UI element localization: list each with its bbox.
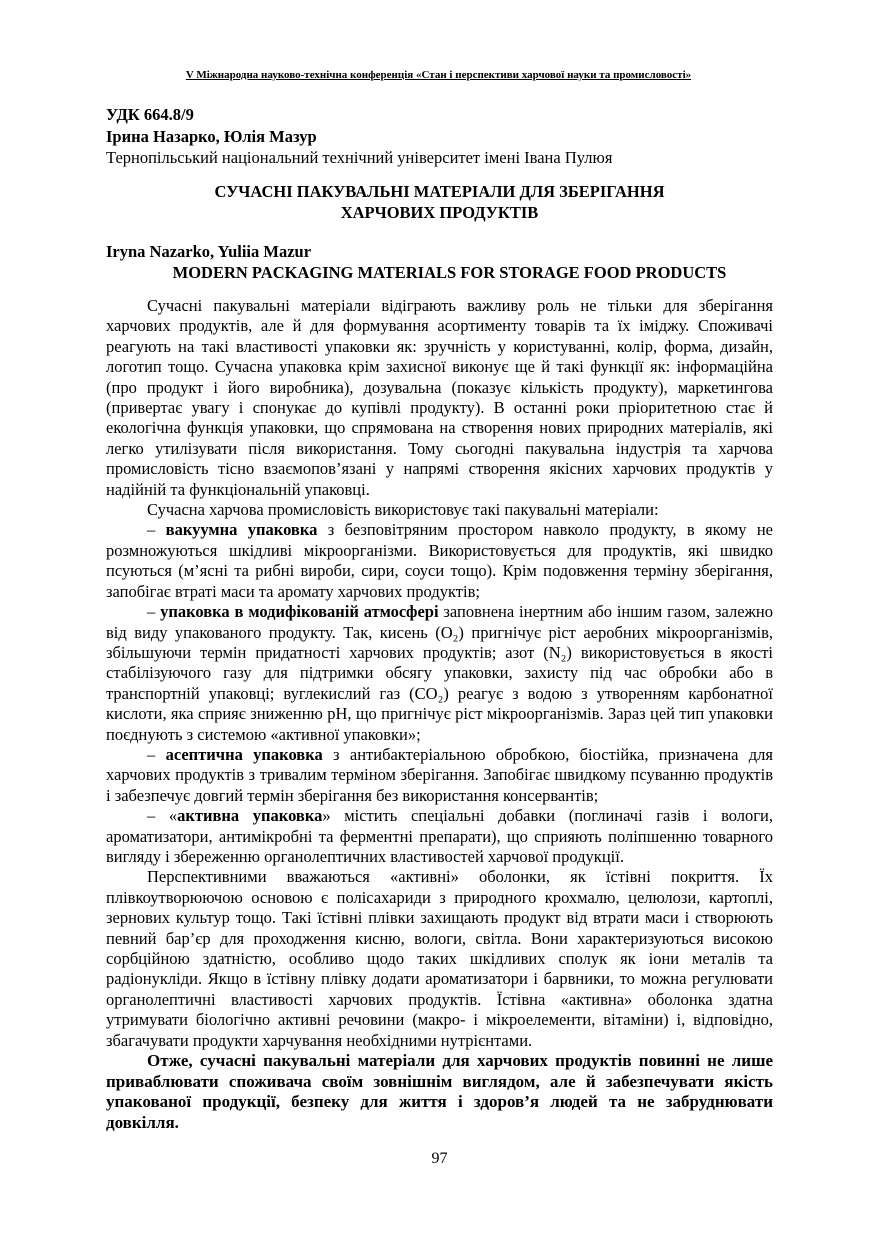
term-modified-atmosphere: упаковка в модифікованій атмосфері [160,602,439,622]
paper-meta [106,104,773,169]
authors-ua: Ірина Назарко, Юлія Мазур [106,126,317,146]
paragraph-intro: Сучасні пакувальні матеріали відіграють важливу роль не тільки для зберігання харчових продуктів, але й для формування асортименту товарів та їх іміджу. Споживачі реагують на такі властивості упаковки як: зручність у користуванні, колір, форма, дизайн, логотип тощо. Сучасна упаковка крім захисної виконує ще й такі функції як: інформаційна (про продукт і його виробника), дозувальна (показує кількість продукту), маркетингова (привертає увагу і спонукає до купівлі продукту). В останні роки пріоритетною стає й екологічна функція упаковки, що спрямована на створення нових природних матеріалів, які легко утилізувати після використання. Тому сьогодні пакувальна індустрія та харчова промисловість тісно взаємопов’язані у напрямі створення якісних харчових продуктів у надійній та функціональній упаковці. [106,296,773,499]
term-aseptic: асептична упаковка [165,744,323,764]
title-ua-line-2: ХАРЧОВИХ ПРОДУКТІВ [340,202,539,222]
paragraph-materials-lead: Сучасна харчова промисловість використовує такі пакувальні матеріали: [147,500,659,520]
list-item-aseptic: – асептична упаковка з антибактеріальною обробкою, біостійка, призначена для харчових продуктів з тривалим терміном зберігання. Запобігає швидкому псуванню продуктів і забезпечує довгий термін зберігання без використання консервантів; [106,744,774,805]
paragraph-conclusion: Отже, сучасні пакувальні матеріали для харчових продуктів повинні не лише приваблювати споживача своїм зовнішнім виглядом, але й забезпечувати якість упакованої продукції, безпеку для життя і здоров’я людей та не забруднювати довкілля. [106,1051,773,1132]
title-ua-line-1: СУЧАСНІ ПАКУВАЛЬНІ МАТЕРІАЛИ ДЛЯ ЗБЕРІГАННЯ [214,182,665,201]
list-item-vacuum: – вакуумна упаковка з безповітряним простором навколо продукту, в якому не розмножуються шкідливі мікроорганізми. Використовується для продуктів, які швидко псуються (м’ясні та рибні вироби, сири, соуси тощо). Крім подовження терміну зберігання, запобігає втраті маси та аромату харчових продуктів; [106,520,774,601]
affiliation: Тернопільський національний технічний університет імені Івана Пулюя [106,148,613,167]
body-text [106,296,773,1133]
title-en: MODERN PACKAGING MATERIALS FOR STORAGE FOOD PRODUCTS [172,263,727,282]
list-item-active: – «активна упаковка» містить спеціальні добавки (поглиначі газів і вологи, ароматизатори, антимікробні та ферментні препарати), що сприяють поліпшенню товарного вигляду і збереженню органолептичних властивостей харчової продукції. [106,806,774,866]
term-vacuum: вакуумна упаковка [165,520,318,540]
list-item-modified-atmosphere: – упаковка в модифікованій атмосфері заповнена інертним або іншим газом, залежно від виду упакованого продукту. Так, кисень (O₂) пригнічує ріст аеробних мікроорганізмів, збільшуючи термін придатності харчових продуктів; азот (N₂) використовується в якості стабілізуючого газу для підтримки обсягу упаковки, захисту під час обробки або в транспортній упаковці; вуглекислий газ (CO₂) реагує з водою з утворенням карбонатної кислоти, яка сприяє зниженню рН, що пригнічує ріст мікроорганізмів. Зараз цей тип упаковки поєднують з системою «активної упаковки»; [106,602,773,744]
title-ua [106,182,773,223]
running-head: V Міжнародна науково-технічна конференція «Стан і перспективи харчової науки та промисловості» [185,69,692,81]
paragraph-edible-coatings: Перспективними вважаються «активні» оболонки, як їстівні покриття. Їх плівкоутворюючою основою є полісахариди з природного крохмалю, целюлози, картоплі, зернових культур тощо. Такі їстівні плівки захищають продукт від втрати маси і створюють певний бар’єр для проходження кисню, вологи, світла. Вони характеризуються високою сорбційною здатністю, особливо щодо таких шкідливих сполук як іони металів та радіонукліди. Якщо в їстівну плівку додати ароматизатори і барвники, то можна регулювати органолептичні властивості харчових продуктів. Їстівна «активна» оболонка здатна утримувати біологічно активні речовини (макро- і мікроелементи, вітаміни) і, відповідно, збагачувати продукти харчування необхідними нутрієнтами. [106,867,773,1050]
page-number: 97 [431,1150,448,1167]
udc-code: УДК 664.8/9 [106,105,194,124]
term-active: активна упаковка [177,806,323,826]
authors-en: Iryna Nazarko, Yuliia Mazur [106,242,312,261]
